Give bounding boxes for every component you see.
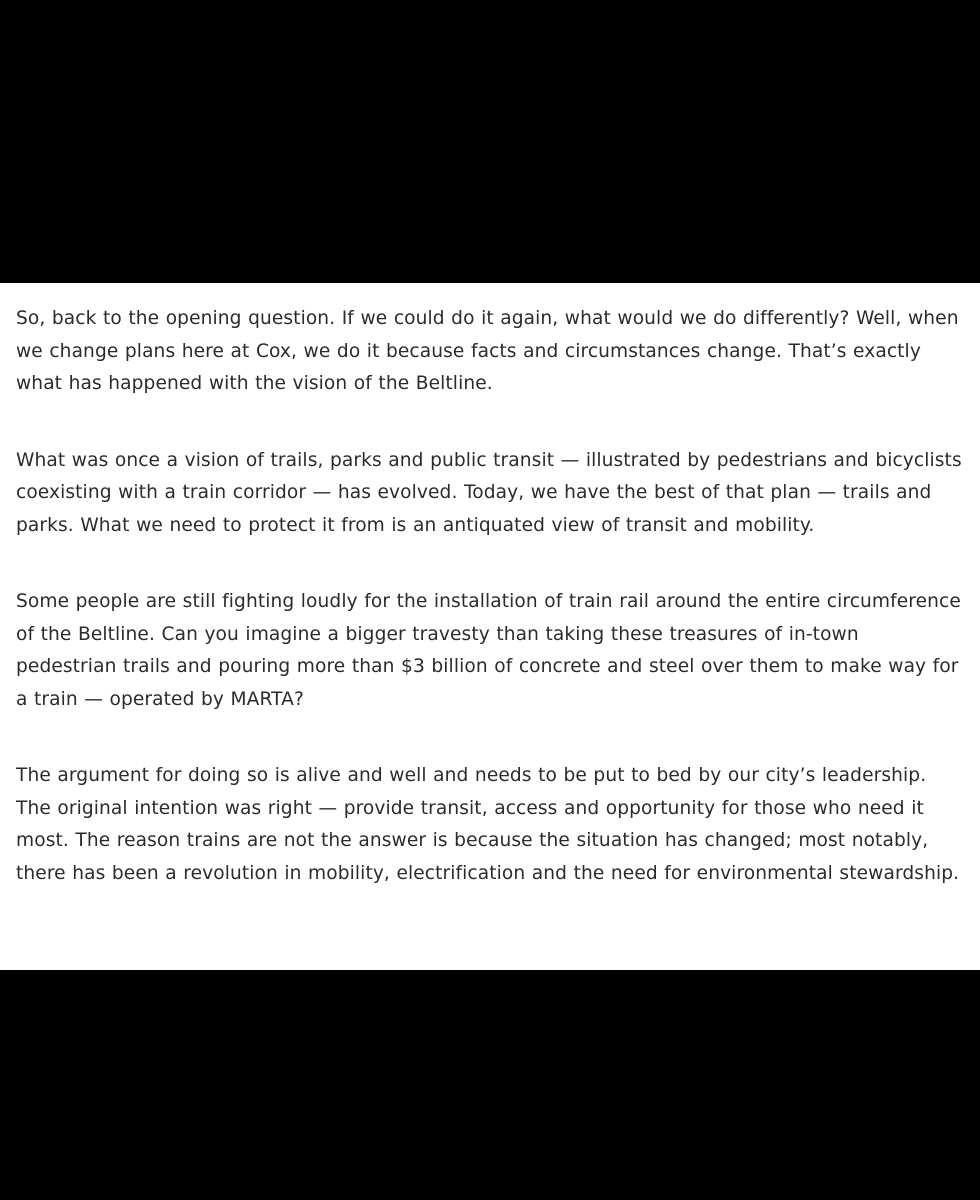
top-black-area: [0, 0, 980, 283]
bottom-black-area: [0, 970, 980, 1200]
article-paragraph-1: So, back to the opening question. If we could do it again, what would we do differently? Well, when we change plans here at Cox, we do it because facts and circumstances change. That’s exactly what has happened with the vision of the Beltline.: [16, 308, 959, 394]
article-body: [0, 283, 980, 970]
article-paragraph-2: What was once a vision of trails, parks and public transit — illustrated by pedestrians and bicyclists coexisting with a train corridor — has evolved. Today, we have the best of that plan — trails and parks. What we need to protect it from is an antiquated view of transit and mobility.: [16, 449, 962, 536]
article-paragraph-4: The argument for doing so is alive and well and needs to be put to bed by our city’s leadership. The original intention was right — provide transit, access and opportunity for those who need it most. The reason trains are not the answer is because the situation has changed; most notably, there has been a revolution in mobility, electrification and the need for environmental stewardship.: [16, 765, 960, 884]
article-paragraph-3: Some people are still fighting loudly for the installation of train rail around the entire circumference of the Beltline. Can you imagine a bigger travesty than taking these treasures of in-town pedestrian trails and pouring more than $3 billion of concrete and steel over them to make way for a train — operated by MARTA?: [16, 591, 961, 710]
